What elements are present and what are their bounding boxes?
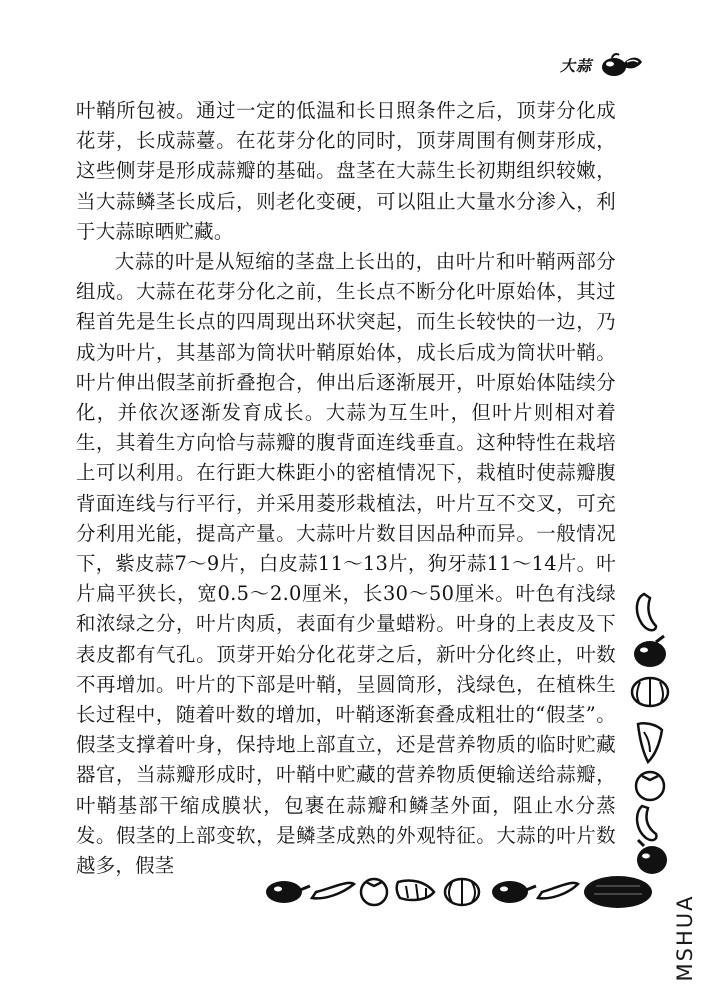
bottom-vegetable-border: [262, 868, 658, 912]
cucumber-icon: [637, 594, 656, 630]
eggplant-icon: [634, 636, 666, 667]
running-head-title: 大蒜: [560, 56, 593, 75]
watermark: [667, 888, 703, 988]
cucumber-icon: [538, 883, 578, 898]
watermark-text: MSHUA: [673, 894, 697, 982]
squash-icon: [584, 876, 652, 908]
body-text: [76, 96, 616, 881]
vegetable-ornament-icon: [600, 52, 644, 78]
paragraph-2: 大蒜的叶是从短缩的茎盘上长出的，由叶片和叶鞘两部分组成。大蒜在花芽分化之前，生长点不断分化叶原始体，其过程首先是生长点的四周现出环状突起，而生长较快的一边，乃成为叶片，其基部为筒状叶鞘原始体，成长后成为筒状叶鞘。叶片伸出假茎前折叠抱合，伸出后逐渐展开，叶原始体陆续分化，并依次逐渐发育成长。大蒜为互生叶，但叶片则相对着生，其着生方向恰与蒜瓣的腹背面连线垂直。这种特性在栽培上可以利用。在行距大株距小的密植情况下，栽植时使蒜瓣腹背面连线与行平行，并采用菱形栽植法，叶片互不交叉，可充分利用光能，提高产量。大蒜叶片数目因品种而异。一般情况下，紫皮蒜7～9片，白皮蒜11～13片，狗牙蒜11～14片。叶片扁平狭长，宽0.5～2.0厘米，长30～50厘米。叶色有浅绿和浓绿之分，叶片肉质，表面有少量蜡粉。叶身的上表皮及下表皮都有气孔。顶芽开始分化花芽之后，新叶分化终止，叶数不再增加。叶片的下部是叶鞘，呈圆筒形，浅绿色，在植株生长过程中，随着叶数的增加，叶鞘逐渐套叠成粗壮的“假茎”。假茎支撑着叶身，保持地上部直立，还是营养物质的临时贮藏器官，当蒜瓣形成时，叶鞘中贮藏的营养物质便输送给蒜瓣，叶鞘基部干缩成膜状，包裹在蒜瓣和鳞茎外面，阻止水分蒸发。假茎的上部变软，是鳞茎成熟的外观特征。大蒜的叶片数越多，假茎: [76, 250, 616, 878]
pumpkin-icon: [445, 879, 479, 905]
eggplant-icon: [266, 881, 310, 903]
pepper-icon: [397, 880, 434, 900]
cucumber-icon: [637, 806, 656, 840]
pepper-icon: [638, 723, 662, 762]
cucumber-icon: [312, 883, 354, 898]
eggplant-icon: [492, 881, 536, 903]
paragraph-1: 叶鞘所包被。通过一定的低温和长日照条件之后，顶芽分化成花芽，长成蒜薹。在花芽分化的同时，顶芽周围有侧芽形成，这些侧芽是形成蒜瓣的基础。盘茎在大蒜生长初期组织较嫩，当大蒜鳞茎长成后，则老化变硬，可以阻止大量水分渗入，利于大蒜晾晒贮藏。: [76, 99, 616, 243]
tomato-icon: [361, 879, 387, 905]
side-vegetable-border: [626, 592, 674, 878]
running-head: [560, 52, 644, 78]
tomato-icon: [636, 772, 664, 800]
pumpkin-icon: [632, 678, 668, 706]
